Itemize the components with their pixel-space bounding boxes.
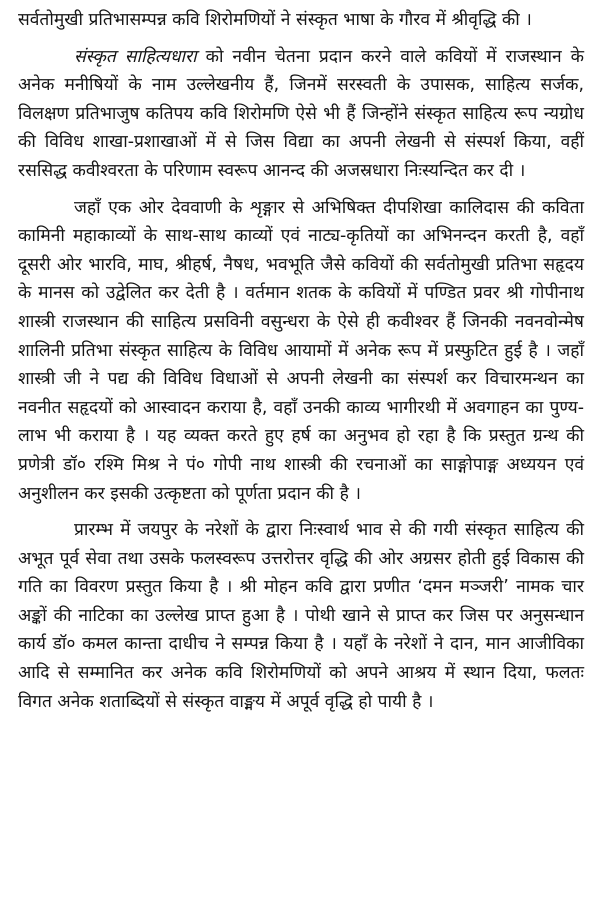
paragraph-2-italic-title: संस्कृत साहित्यधारा [74, 46, 197, 67]
paragraph-2 [18, 43, 584, 186]
paragraph-3-text: जहाँ एक ओर देववाणी के शृङ्गार से अभिषिक्त दीपशिखा कालिदास की कविता कामिनी महाकाव्यों के साथ-साथ काव्यों एवं नाट्य-कृतियों का अभिनन्दन करती है, वहाँ दूसरी ओर भारवि, माघ, श्रीहर्ष, नैषध, भवभूति जैसे कवियों की सर्वतोमुखी प्रतिभा सहृदय के मानस को उद्वेलित कर देती है । वर्तमान शतक के कवियों में पण्डित प्रवर श्री गोपीनाथ शास्त्री राजस्थान की साहित्य प्रसविनी वसुन्धरा के ऐसे ही कवीश्वर हैं जिनकी नवनवोन्मेष शालिनी प्रतिभा संस्कृत साहित्य के विविध आयामों में अनेक रूप में प्रस्फुटित हुई है । जहाँ शास्त्री जी ने पद्य की विविध विधाओं से अपनी लेखनी का संस्पर्श कर विचारमन्थन का नवनीत सहृदयों को आस्वादन कराया है, वहाँ उनकी काव्य भागीरथी में अवगाहन का पुण्य-लाभ भी कराया है । यह व्यक्त करते हुए हर्ष का अनुभव हो रहा है कि प्रस्तुत ग्रन्थ की प्रणेत्री डॉ० रश्मि मिश्र ने पं० गोपी नाथ शास्त्री की रचनाओं का साङ्गोपाङ्ग अध्ययन एवं अनुशीलन कर इसकी उत्कृष्टता को पूर्णता प्रदान की है । [18, 197, 584, 504]
paragraph-4-text: प्रारम्भ में जयपुर के नरेशों के द्वारा निःस्वार्थ भाव से की गयी संस्कृत साहित्य की अभूत पूर्व सेवा तथा उसके फलस्वरूप उत्तरोत्तर वृद्धि की ओर अग्रसर होती हुई विकास की गति का विवरण प्रस्तुत किया है । श्री मोहन कवि द्वारा प्रणीत ‘दमन मञ्जरी’ नामक चार अङ्कों की नाटिका का उल्लेख प्राप्त हुआ है । पोथी खाने से प्राप्त कर जिस पर अनुसन्धान कार्य डॉ० कमल कान्ता दाधीच ने सम्पन्न किया है । यहाँ के नरेशों ने दान, मान आजीविका आदि से सम्मानित कर अनेक कवि शिरोमणियों को अपने आश्रय में स्थान दिया, फलतः विगत अनेक शताब्दियों से संस्कृत वाङ्मय में अपूर्व वृद्धि हो पायी है । [18, 520, 584, 712]
paragraph-2-text: को नवीन चेतना प्रदान करने वाले कवियों में राजस्थान के अनेक मनीषियों के नाम उल्लेखनीय हैं, जिनमें सरस्वती के उपासक, साहित्य सर्जक, विलक्षण प्रतिभाजुष कतिपय कवि शिरोमणि ऐसे भी हैं जिन्होंने संस्कृत साहित्य रूप न्यग्रोध की विविध शाखा-प्रशाखाओं में से जिस विद्या का अपनी लेखनी से संस्पर्श किया, वहीं रससिद्ध कवीश्वरता के परिणाम स्वरूप आनन्द की अजस्रधारा निःस्यन्दित कर दी । [18, 46, 585, 181]
paragraph-1 [18, 6, 584, 35]
paragraph-1-text: सर्वतोमुखी प्रतिभासम्पन्न कवि शिरोमणियों ने संस्कृत भाषा के गौरव में श्रीवृद्धि की । [18, 10, 532, 30]
paragraph-3 [18, 194, 584, 509]
paragraph-4 [18, 516, 584, 716]
